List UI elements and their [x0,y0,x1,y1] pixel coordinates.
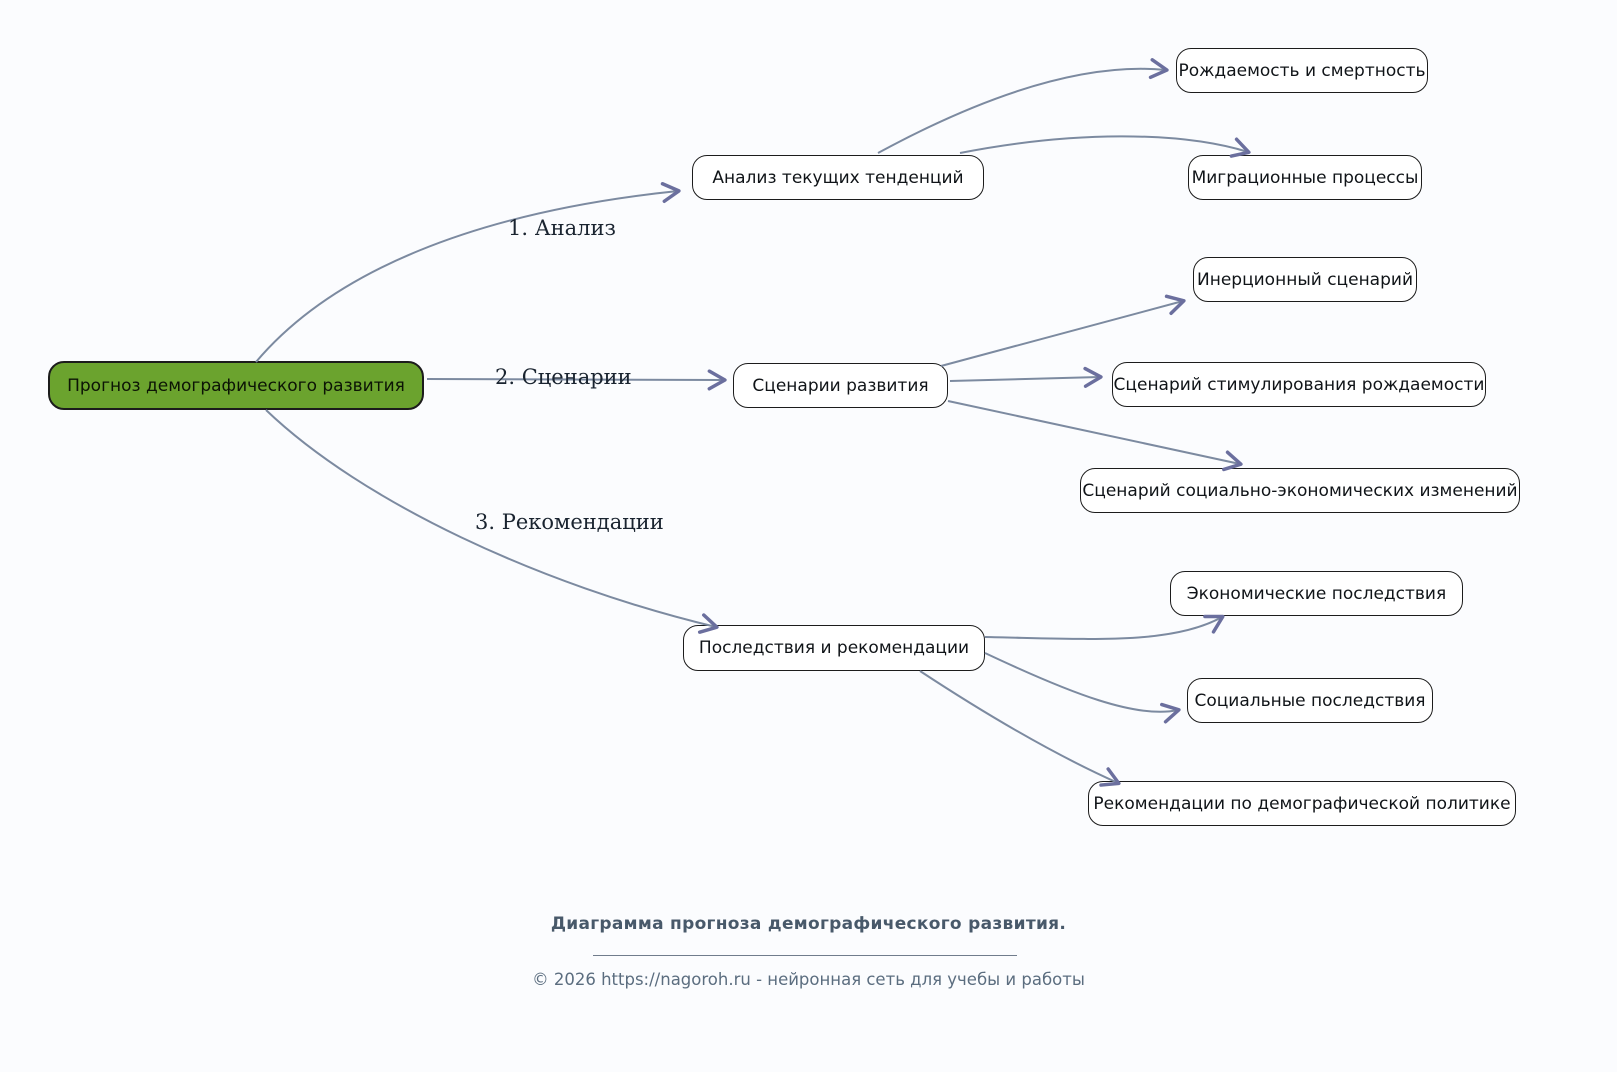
node-inertial [1193,257,1417,302]
footer-divider [593,955,1017,956]
node-migration [1188,155,1422,200]
node-stimulation-label: Сценарий стимулирования рождаемости [1113,374,1485,395]
node-stimulation [1112,362,1486,407]
copyright-text: © 2026 https://nagoroh.ru - нейронная сеть для учебы и работы [532,970,1085,989]
node-consequences-label: Последствия и рекомендации [698,638,970,658]
node-policy [1088,781,1516,826]
node-consequences [683,625,985,671]
edge-consequences-social [985,653,1178,712]
node-social-label: Социальные последствия [1194,690,1426,711]
edge-scenarios-stimulation [950,377,1100,381]
node-birth-death-label: Рождаемость и смертность [1178,60,1426,81]
edge-consequences-policy [920,671,1118,783]
edge-scenarios-inertial [941,301,1183,366]
node-economic [1170,571,1463,616]
node-social [1187,678,1433,723]
edge-scenarios-socioeconomic [948,401,1240,464]
node-birth-death [1176,48,1428,93]
node-inertial-label: Инерционный сценарий [1196,269,1413,290]
edge-label-scenarios: 2. Сценарии [495,365,632,389]
node-migration-label: Миграционные процессы [1191,167,1419,188]
node-root [48,361,424,410]
edge-label-analysis: 1. Анализ [508,216,616,240]
edge-analysis-birth-death [878,69,1166,153]
node-scenarios-label: Сценарии развития [752,375,929,396]
node-policy-label: Рекомендации по демографической политике [1093,793,1511,814]
node-economic-label: Экономические последствия [1186,583,1447,604]
node-socioeconomic-label: Сценарий социально-экономических изменений [1082,480,1518,501]
edge-analysis-migration [960,136,1248,153]
node-analysis [692,155,984,200]
edge-consequences-economic [985,617,1222,639]
node-analysis-label: Анализ текущих тенденций [712,167,964,188]
node-root-label: Прогноз демографического развития [67,375,405,396]
diagram-caption: Диаграмма прогноза демографического развития. [550,914,1067,934]
edge-label-recommendations: 3. Рекомендации [475,510,664,534]
node-socioeconomic [1080,468,1520,513]
node-scenarios [733,363,948,408]
